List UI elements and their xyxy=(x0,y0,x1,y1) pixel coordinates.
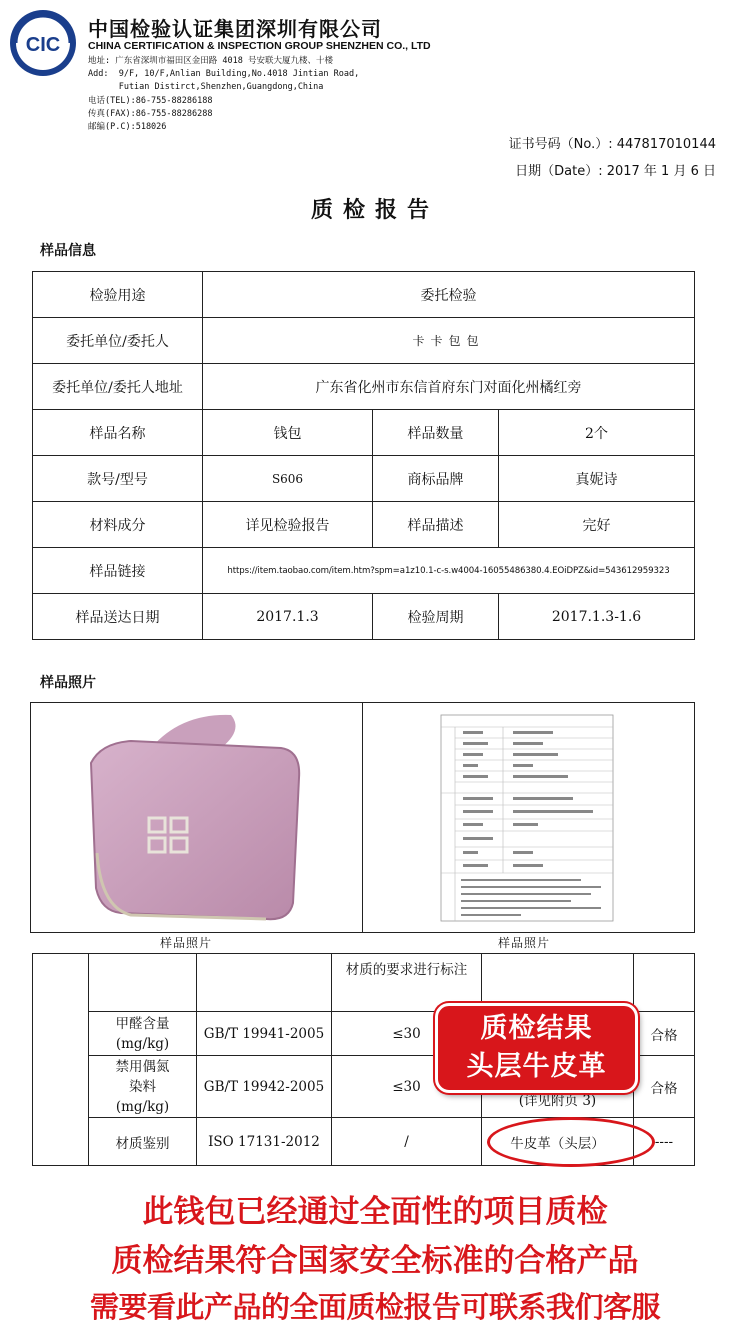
client-value: 卡卡包包 xyxy=(203,318,695,364)
test-result: 牛皮革（头层） xyxy=(482,1118,634,1166)
section-sample-info: 样品信息 xyxy=(40,243,96,259)
photo-caption-2: 样品照片 xyxy=(498,936,551,950)
test-limit: ≤30 xyxy=(332,1012,482,1056)
slogan-line-2: 质检结果符合国家安全标准的合格产品 xyxy=(111,1243,639,1279)
test-item: 材质鉴别 xyxy=(89,1118,197,1166)
test-limit: / xyxy=(332,1118,482,1166)
brand-label: 商标品牌 xyxy=(373,456,499,502)
slogan-line-1: 此钱包已经通过全面性的项目质检 xyxy=(142,1194,608,1230)
description-label: 样品描述 xyxy=(373,502,499,548)
test-period-value: 2017.1.3-1.6 xyxy=(499,594,695,640)
highlight-circle xyxy=(487,1117,655,1167)
brand-value: 真妮诗 xyxy=(499,456,695,502)
test-period-label: 检验周期 xyxy=(373,594,499,640)
label-document-thumbnail xyxy=(363,703,693,932)
address-line: Futian Distirct,Shenzhen,Guangdong,China xyxy=(88,82,324,93)
section-sample-photo: 样品照片 xyxy=(40,675,96,691)
address-line: Add: 9/F, 10/F,Anlian Building,No.4018 Jintian Road, xyxy=(88,69,360,80)
table-row xyxy=(33,502,695,548)
report-date: 日期（Date）: 2017 年 1 月 6 日 xyxy=(515,164,716,179)
company-name-en: CHINA CERTIFICATION & INSPECTION GROUP SHENZHEN CO., LTD xyxy=(88,40,431,52)
logo-text: CIC xyxy=(25,34,61,56)
purpose-value: 委托检验 xyxy=(203,272,695,318)
test-note: 材质的要求进行标注 xyxy=(332,954,482,1012)
photo-caption-1: 样品照片 xyxy=(160,936,213,950)
table-row xyxy=(33,548,695,594)
model-value: S606 xyxy=(203,456,373,502)
wallet-photo xyxy=(31,703,362,932)
table-row xyxy=(33,594,695,640)
link-label: 样品链接 xyxy=(33,548,203,594)
fax-line: 传真(FAX):86-755-88286288 xyxy=(88,108,213,119)
stamp-line-1: 质检结果 xyxy=(480,1013,593,1044)
test-verdict: ---- xyxy=(634,1118,695,1166)
wallet-photo-frame xyxy=(30,702,363,933)
test-standard: GB/T 19942-2005 xyxy=(197,1056,332,1118)
cic-logo xyxy=(8,8,78,78)
label-document-frame xyxy=(363,702,695,933)
client-label: 委托单位/委托人 xyxy=(33,318,203,364)
model-label: 款号/型号 xyxy=(33,456,203,502)
send-date-value: 2017.1.3 xyxy=(203,594,373,640)
test-standard: ISO 17131-2012 xyxy=(197,1118,332,1166)
address-label: 委托单位/委托人地址 xyxy=(33,364,203,410)
postcode-line: 邮编(P.C):518026 xyxy=(88,122,167,133)
report-title: 质检报告 xyxy=(310,197,439,223)
table-row xyxy=(33,272,695,318)
sample-qty-label: 样品数量 xyxy=(373,410,499,456)
sample-name-value: 钱包 xyxy=(203,410,373,456)
stamp-line-2: 头层牛皮革 xyxy=(466,1051,607,1082)
purpose-label: 检验用途 xyxy=(33,272,203,318)
material-label: 材料成分 xyxy=(33,502,203,548)
company-address xyxy=(88,55,359,134)
description-value: 完好 xyxy=(499,502,695,548)
test-verdict: 合格 xyxy=(634,1056,695,1118)
table-row xyxy=(33,318,695,364)
table-row xyxy=(33,456,695,502)
slogan-line-3: 需要看此产品的全面质检报告可联系我们客服 xyxy=(89,1290,660,1324)
sample-info-table xyxy=(32,271,695,640)
test-limit: ≤30 xyxy=(332,1056,482,1118)
sample-qty-value: 2个 xyxy=(499,410,695,456)
address-value: 广东省化州市东信首府东门对面化州橘红旁 xyxy=(203,364,695,410)
result-stamp xyxy=(435,1003,638,1093)
sample-name-label: 样品名称 xyxy=(33,410,203,456)
sample-link[interactable]: https://item.taobao.com/item.htm?spm=a1z10.1-c-s.w4004-16055486380.4.EOiDPZ&id=543612959323 xyxy=(203,548,695,594)
table-row xyxy=(33,364,695,410)
send-date-label: 样品送达日期 xyxy=(33,594,203,640)
test-result: (详见附页 3) xyxy=(482,1056,634,1118)
test-item: 甲醛含量 (mg/kg) xyxy=(89,1012,197,1056)
company-name-cn: 中国检验认证集团深圳有限公司 xyxy=(88,17,382,41)
table-row xyxy=(33,410,695,456)
phone-line: 电话(TEL):86-755-88286188 xyxy=(88,95,213,106)
certificate-number: 证书号码（No.）: 447817010144 xyxy=(508,137,716,152)
material-value: 详见检验报告 xyxy=(203,502,373,548)
test-verdict: 合格 xyxy=(634,1012,695,1056)
test-standard: GB/T 19941-2005 xyxy=(197,1012,332,1056)
address-line: 地址: 广东省深圳市福田区金田路 4018 号安联大厦九楼、十楼 xyxy=(88,56,333,66)
test-item: 禁用偶氮 染料 (mg/kg) xyxy=(89,1056,197,1118)
